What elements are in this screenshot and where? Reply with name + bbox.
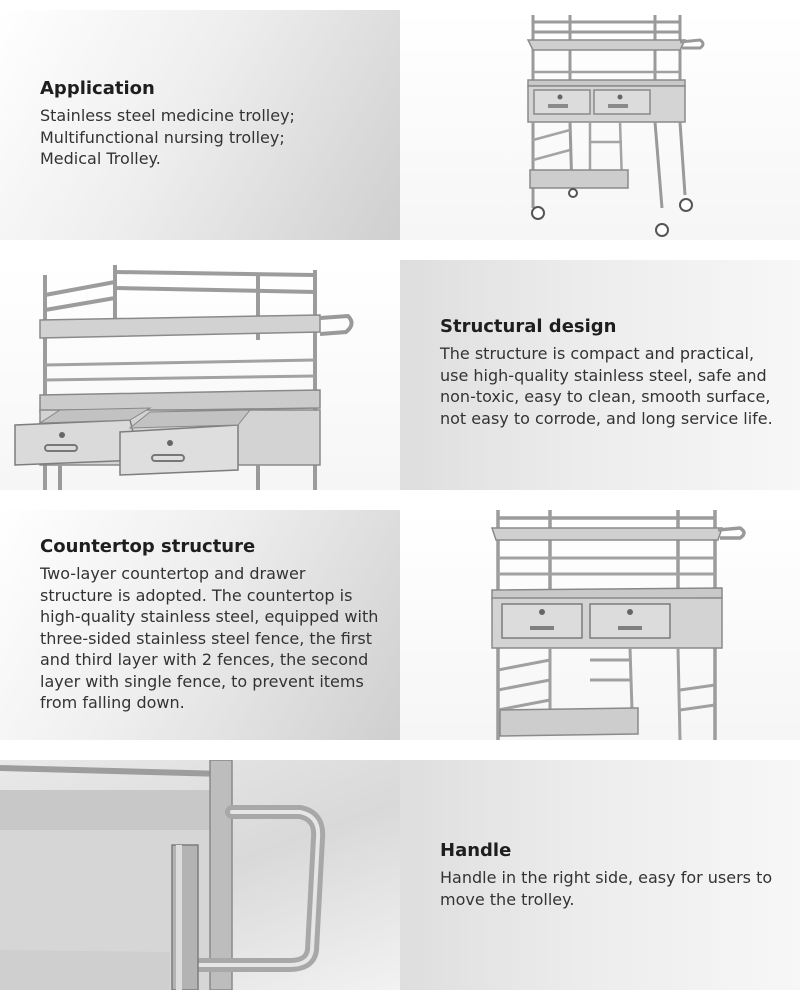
structural-text-panel [400, 260, 800, 490]
application-title: Application [40, 78, 155, 99]
section-application [0, 10, 800, 240]
countertop-line: and third layer with 2 fences, the second [40, 650, 369, 669]
application-line: Multifunctional nursing trolley; [40, 127, 285, 147]
structural-line: The structure is compact and practical, [440, 344, 755, 363]
handle-body [440, 867, 780, 910]
handle-text [440, 840, 780, 910]
handle-text-panel [400, 760, 800, 990]
structural-text [440, 316, 780, 429]
countertop-text [40, 536, 385, 714]
structural-title: Structural design [440, 316, 617, 337]
countertop-body [40, 563, 385, 714]
application-body [40, 105, 385, 170]
application-line: Stainless steel medicine trolley; [40, 106, 295, 125]
handle-line: move the trolley. [440, 889, 575, 909]
section-countertop-structure [0, 510, 800, 740]
countertop-line: layer with single fence, to prevent items [40, 671, 364, 691]
structural-body [440, 343, 780, 429]
structural-line: non-toxic, easy to clean, smooth surface, [440, 387, 771, 406]
countertop-title: Countertop structure [40, 536, 256, 557]
countertop-text-panel [0, 510, 400, 740]
countertop-line: from falling down. [40, 693, 185, 712]
section-structural-design [0, 260, 800, 490]
countertop-line: high-quality stainless steel, equipped with [40, 607, 379, 626]
structural-line: use high-quality stainless steel, safe and [440, 365, 767, 385]
application-text [40, 78, 385, 170]
countertop-line: Two-layer countertop and drawer [40, 564, 306, 583]
handle-title: Handle [440, 840, 512, 861]
structural-line: not easy to corrode, and long service life. [440, 408, 773, 428]
trolley-full-image [400, 10, 800, 240]
section-handle [0, 760, 800, 990]
application-line: Medical Trolley. [40, 149, 161, 168]
application-text-panel [0, 10, 400, 240]
trolley-countertop-image [400, 510, 800, 740]
trolley-drawers-open-image [0, 260, 400, 490]
trolley-handle-closeup-image [0, 760, 400, 990]
handle-line: Handle in the right side, easy for users to [440, 868, 773, 887]
countertop-line: structure is adopted. The countertop is [40, 585, 353, 605]
countertop-line: three-sided stainless steel fence, the first [40, 628, 373, 648]
